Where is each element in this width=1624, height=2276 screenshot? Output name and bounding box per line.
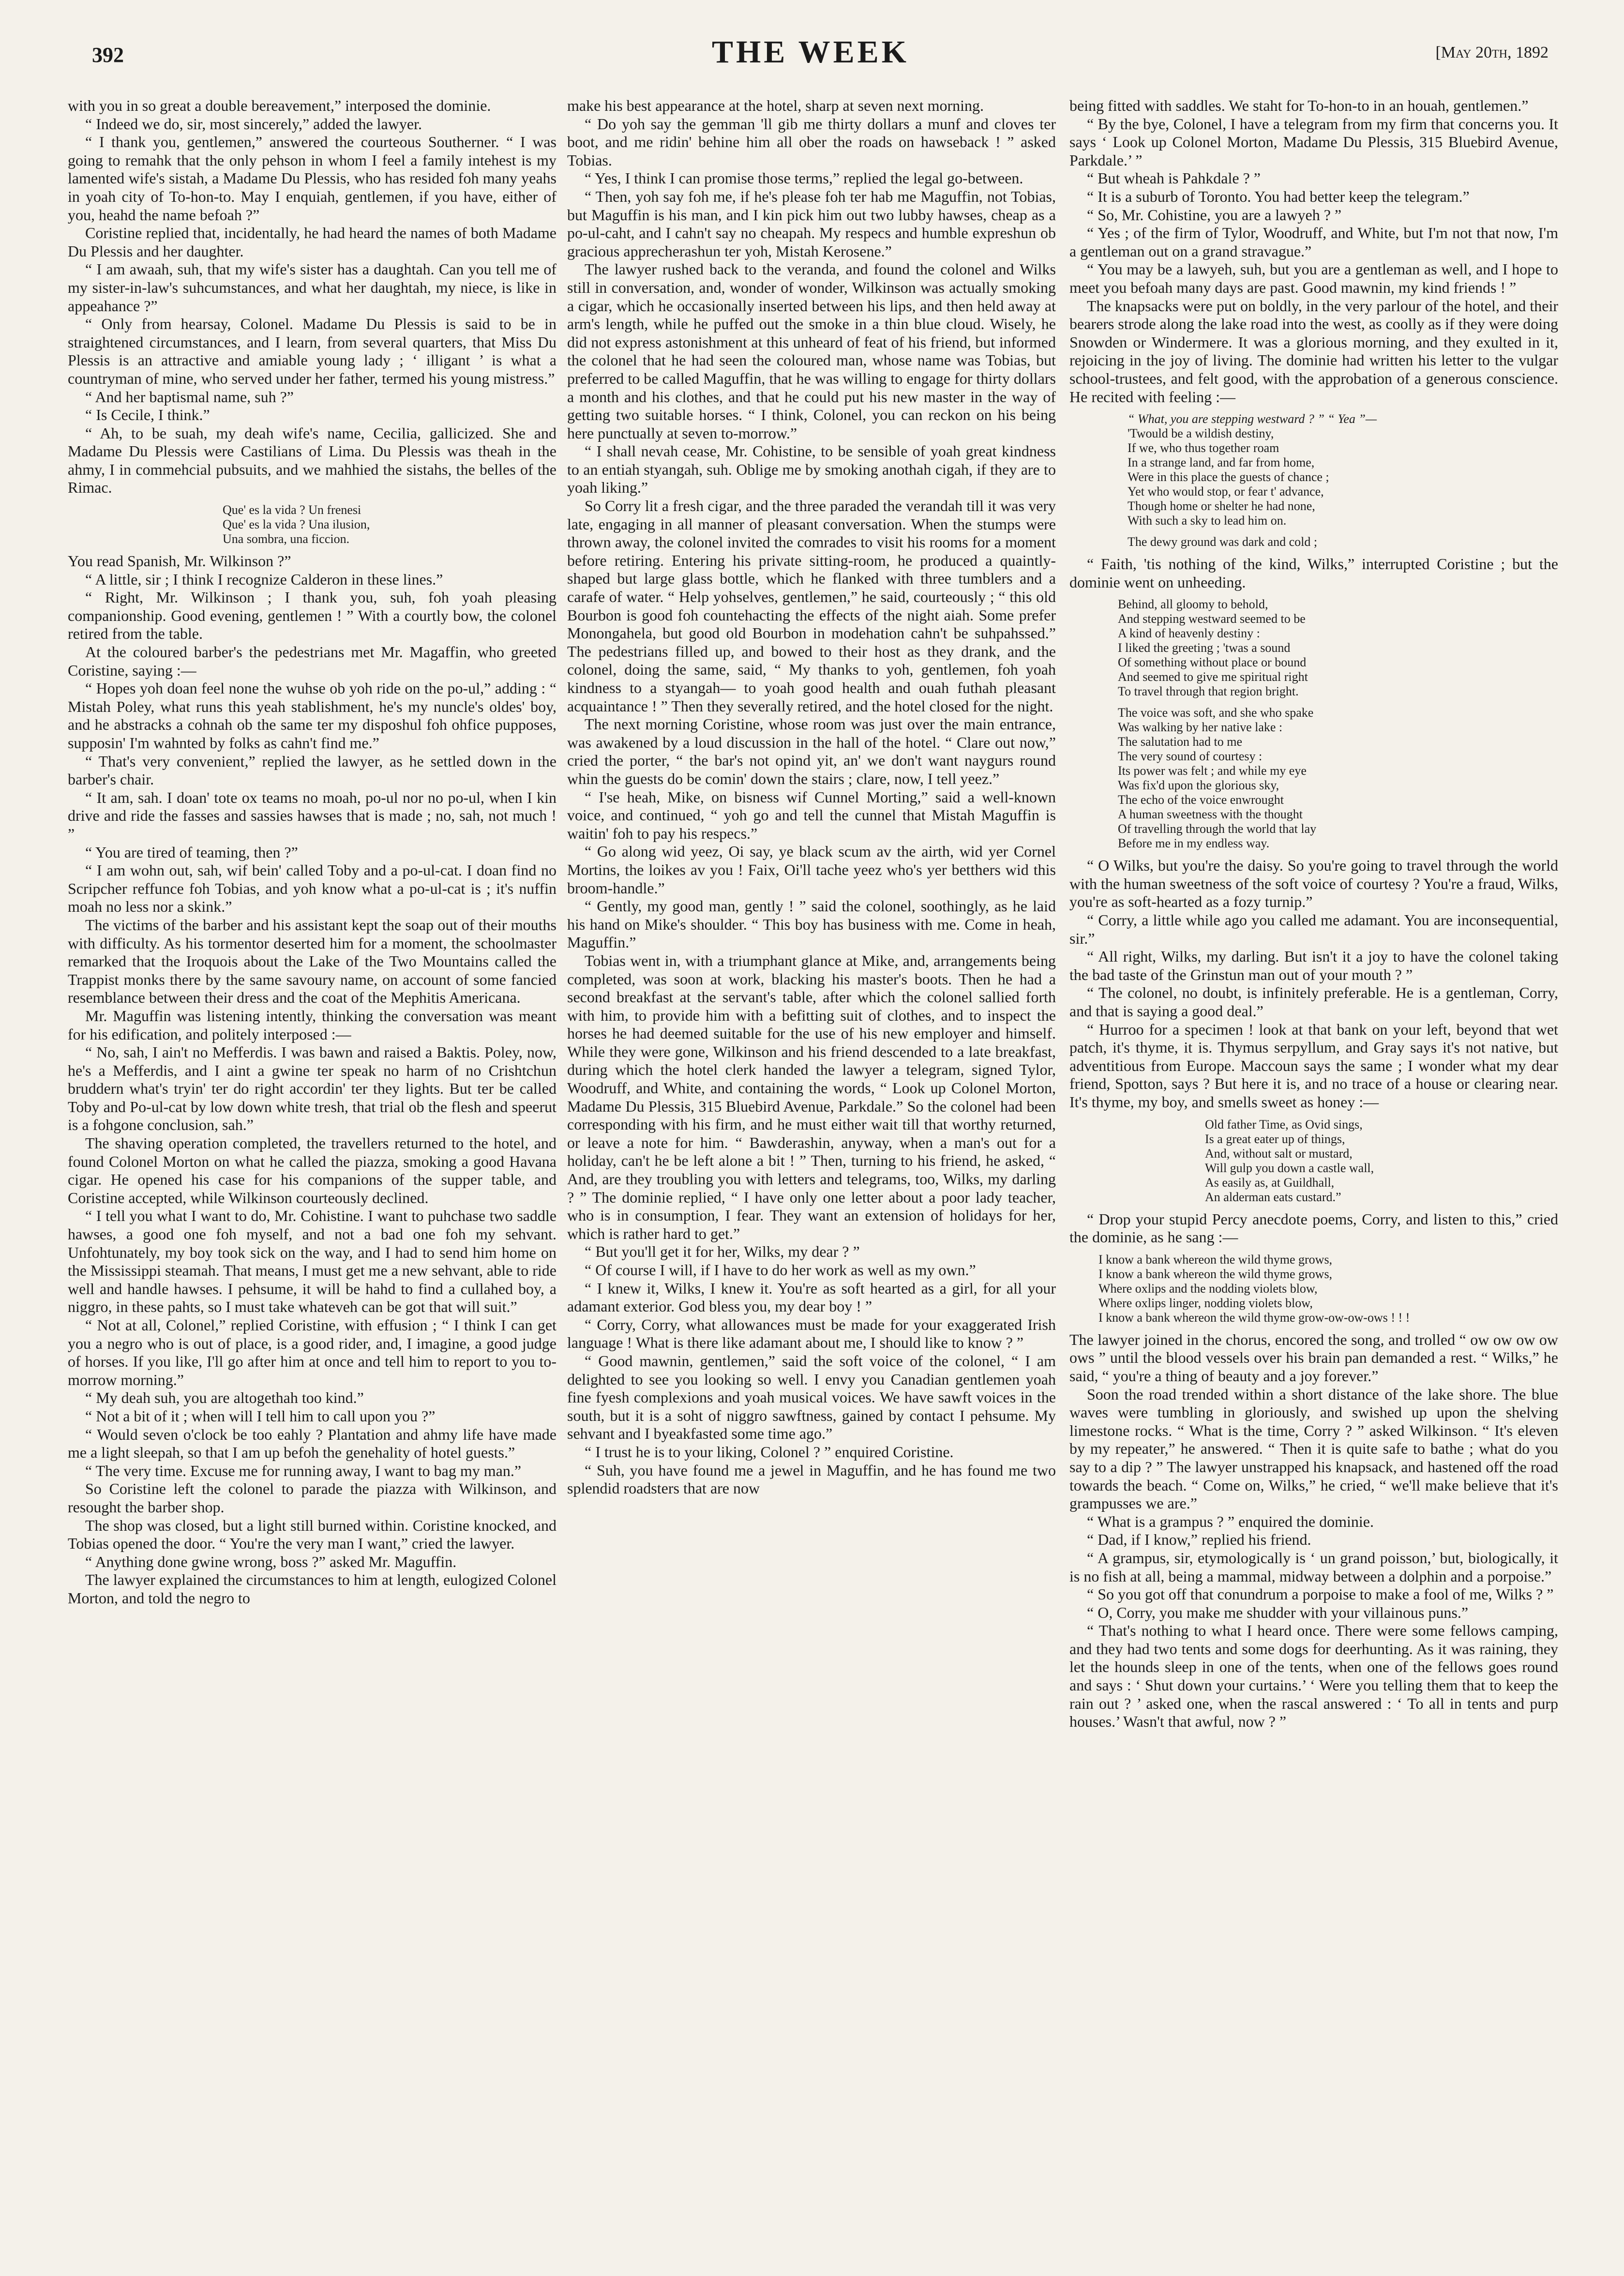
paragraph: “ Hurroo for a specimen ! look at that bank on your left, beyond that wet patch, it's thyme, it is. Thymus serpyllum, and Gray says it's not native, but adventitious from Europe. Maccoun says the same ; I wonder what my dear friend, Spotton, says ? But here it is, and no trace of a house or clearing near. It's thyme, my boy, and smells sweet as honey :— bbox=[1069, 1020, 1558, 1111]
spanish-verse bbox=[68, 503, 556, 546]
paragraph: “ O, Corry, you make me shudder with your villainous puns.” bbox=[1087, 1603, 1469, 1621]
paragraph: The knapsacks were put on boldly, in the very parlour of the hotel, and their bearers strode along the lake road into the west, as coolly as if they were doing Snowden or Windermere. It was a glorious morning, and they exulted in it, rejoicing in the joy of living. The dominie had written his letter to the vulgar school-trustees, and felt good, with the approbation of a generous conscience. He recited with feeling :— bbox=[1069, 297, 1558, 406]
paragraph: “ Hopes yoh doan feel none the wuhse ob yoh ride on the po-ul,” adding : “ Mistah Poley, what runs this yeah stablishment, he's my nuncle's oldes' boy, and he abstracks a cohnah ob the same ter my disposhul foh ohfice pupposes, supposin' I'm wahnted by folks as cahn't find me.” bbox=[68, 679, 556, 752]
verse-line: In a strange land, and far from home, bbox=[1128, 455, 1315, 470]
paragraph: Mr. Maguffin was listening intently, thinking the conversation was meant for his edification, and politely interposed :— bbox=[68, 1007, 556, 1043]
verse-line: And, without salt or mustard, bbox=[1205, 1146, 1353, 1161]
verse-line: “ What, you are stepping westward ? ” “ Yea ”— bbox=[1128, 412, 1377, 426]
verse-line: The dewy ground was dark and cold ; bbox=[1128, 535, 1318, 549]
verse-line: Will gulp you down a castle wall, bbox=[1205, 1161, 1374, 1175]
time-verse bbox=[1069, 1117, 1558, 1205]
wordsworth-verse-1 bbox=[1069, 412, 1558, 549]
paragraph: “ Anything done gwine wrong, boss ?” asked Mr. Maguffin. bbox=[85, 1553, 457, 1570]
paragraph: The next morning Coristine, whose room was just over the main entrance, was awakened by a loud discussion in the hall of the hotel. “ Clare out now,” cried the porter, “ the bar's not opind yit, an' we don't want naygurs round whin the guests do be comin' down the stairs ; clare, now, I tell yeez.” bbox=[567, 715, 1056, 787]
verse-line: Que' es la vida ? Un frenesi bbox=[223, 503, 361, 517]
verse-line: Yet who would stop, or fear t' advance, bbox=[1128, 484, 1324, 499]
verse-line: I know a bank whereon the wild thyme grow-ow-ow-ows ! ! ! bbox=[1098, 1310, 1410, 1325]
column-1 bbox=[68, 97, 556, 2226]
paragraph: make his best appearance at the hotel, sharp at seven next morning. bbox=[567, 97, 984, 114]
paragraph: “ All right, Wilks, my darling. But isn't it a joy to have the colonel taking the bad taste of the Grinstun man out of your mouth ? ” bbox=[1069, 948, 1558, 983]
verse-line: With such a sky to lead him on. bbox=[1128, 513, 1287, 528]
verse-line: I know a bank whereon the wild thyme grows, bbox=[1098, 1252, 1333, 1266]
paragraph: “ You may be a lawyeh, suh, but you are a gentleman as well, and I hope to meet you befoah many days are past. Good mawnin, my kind friends ! ” bbox=[1069, 260, 1558, 296]
verse-line: Of something without place or bound bbox=[1118, 655, 1307, 670]
paragraph: “ My deah suh, you are altogethah too kind.” bbox=[85, 1389, 364, 1407]
paragraph: “ Do yoh say the gemman 'll gib me thirty dollars a munf and cloves ter boot, and me ridin' behine him all ober the roads on hawseback ! ” asked Tobias. bbox=[567, 115, 1056, 169]
verse-line: Una sombra, una ficcion. bbox=[223, 532, 350, 546]
paragraph: “ What is a grampus ? ” enquired the dominie. bbox=[1087, 1512, 1374, 1530]
verse-line: Though home or shelter he had none, bbox=[1128, 499, 1315, 513]
paragraph: “ That's very convenient,” replied the lawyer, as he settled down in the barber's chair. bbox=[68, 752, 556, 788]
verse-line: An alderman eats custard.” bbox=[1205, 1190, 1341, 1204]
verse-line: Is a great eater up of things, bbox=[1205, 1131, 1345, 1146]
paragraph: being fitted with saddles. We staht for To-hon-to in an houah, gentlemen.” bbox=[1069, 97, 1529, 114]
verse-line: The salutation had to me bbox=[1118, 735, 1243, 749]
paragraph: “ Not a bit of it ; when will I tell him to call upon you ?” bbox=[85, 1407, 436, 1425]
paragraph: “ Yes, I think I can promise those terms,” replied the legal go-between. bbox=[585, 169, 1023, 187]
paragraph: So Corry lit a fresh cigar, and the three paraded the verandah till it was very late, engaging in all manner of pleasant conversation. When the stumps were thrown away, the colonel invited the comrades to visit his rooms for a moment before retiring. Entering his private sitting-room, he produced a quaintly-shaped but large glass bottle, which he flanked with three tumblers and a carafe of water. “ Help yohselves, gentlemen,” he said, courteously ; “ this old Bourbon is good foh countehacting the effects of the night aiah. Some prefer Monongahela, but good old Bourbon in modehation cahn't be suhpahssed.” The pedestrians filled up, and bowed to their host as they drank, and the colonel, doing the same, said, “ My thanks to yoh, gentlemen, foh yoah kindness to a styangah— to yoah good health and ouah futhah pleasant acquaintance ! ” Then they severally retired, and the hotel closed for the night. bbox=[567, 497, 1056, 715]
paragraph: “ Ah, to be suah, my deah wife's name, Cecilia, gallicized. She and Madame Du Plessis were Castilians of Lima. Du Plessis was theah in the ahmy, I in commehcial pubsuits, and we mahhied the sistahs, the belles of the Rimac. bbox=[68, 424, 556, 497]
paragraph: “ I tell you what I want to do, Mr. Cohistine. I want to puhchase two saddle hawses, a good one foh myself, and not a bad one foh my sehvant. Unfohtunately, my boy took sick on the way, and I had to send him home on the Mississippi steamah. That means, I must get me a new sehvant, able to ride well and handle hawses. I pehsume, it will be hahd to find a cullahed boy, a niggro, in these pahts, so I must take whateveh can be got that will suit.” bbox=[68, 1207, 556, 1316]
paragraph: “ Indeed we do, sir, most sincerely,” added the lawyer. bbox=[85, 115, 422, 133]
paragraph: “ The colonel, no doubt, is infinitely preferable. He is a gentleman, Corry, and that is saying a good deal.” bbox=[1069, 984, 1558, 1020]
paragraph: “ I knew it, Wilks, I knew it. You're as soft hearted as a girl, for all your adamant exterior. God bless you, my dear boy ! ” bbox=[567, 1279, 1056, 1315]
paragraph: “ The very time. Excuse me for running away, I want to bag my man.” bbox=[85, 1462, 522, 1479]
paragraph: “ You are tired of teaming, then ?” bbox=[85, 843, 298, 861]
paragraph: “ Yes ; of the firm of Tylor, Woodruff, and White, but I'm not that now, I'm a gentleman out on a grand stravague.” bbox=[1069, 224, 1558, 260]
paragraph: with you in so great a double bereavement,” interposed the dominie. bbox=[68, 97, 491, 114]
paragraph: “ Of course I will, if I have to do her work as well as my own.” bbox=[585, 1261, 976, 1279]
column-3 bbox=[1069, 97, 1558, 2226]
paragraph: “ A grampus, sir, etymologically is ‘ un grand poisson,’ but, biologically, it is no fish at all, being a mammal, midway between a dolphin and a porpoise.” bbox=[1069, 1549, 1558, 1585]
paragraph: “ Not at all, Colonel,” replied Coristine, with effusion ; “ I think I can get you a negro who is out of place, is a good rider, and, I imagine, a good judge of horses. If you like, I'll go after him at once and tell him to report to you to-morrow morning.” bbox=[68, 1316, 556, 1388]
verse-line: 'Twould be a wildish destiny, bbox=[1128, 426, 1274, 441]
paragraph: “ Corry, a little while ago you called me adamant. You are inconsequential, sir.” bbox=[1069, 911, 1558, 947]
verse-line: Behind, all gloomy to behold, bbox=[1118, 597, 1268, 612]
paragraph: “ Corry, Corry, what allowances must be made for your exaggerated Irish language ! What is there like adamant about me, I should like to know ? ” bbox=[567, 1315, 1056, 1352]
verse-line: As easily as, at Guildhall, bbox=[1205, 1175, 1335, 1190]
paragraph: “ I trust he is to your liking, Colonel ? ” enquired Coristine. bbox=[585, 1443, 954, 1461]
verse-line: The very sound of courtesy : bbox=[1118, 749, 1263, 764]
paragraph: “ Dad, if I know,” replied his friend. bbox=[1087, 1531, 1311, 1549]
paragraph: “ And her baptismal name, suh ?” bbox=[85, 388, 294, 406]
verse-line: A human sweetness with the thought bbox=[1118, 807, 1303, 822]
paragraph: “ I'se heah, Mike, on bisness wif Cunnel Morting,” said a well-known voice, and continued, “ yoh go and tell the cunnel that Mistah Maguffin is waitin' foh to pay his respecs.” bbox=[567, 788, 1056, 842]
paragraph: The lawyer joined in the chorus, encored the song, and trolled “ ow ow ow ow ows ” until the blood vessels over his brain pan demanded a rest. “ Wilks,” he said, “ you're a thing of beauty and a joy forever.” bbox=[1069, 1330, 1558, 1385]
paragraph: Coristine replied that, incidentally, he had heard the names of both Madame Du Plessis and her daughter. bbox=[68, 224, 556, 260]
verse-line: Before me in my endless way. bbox=[1118, 836, 1270, 851]
paragraph: “ By the bye, Colonel, I have a telegram from my firm that concerns you. It says ‘ Look up Colonel Morton, Madame Du Plessis, 315 Bluebird Avenue, Parkdale.’ ” bbox=[1069, 115, 1558, 169]
verse-line: Was fix'd upon the glorious sky, bbox=[1118, 778, 1279, 793]
verse-line: Its power was felt ; and while my eye bbox=[1118, 764, 1307, 778]
paragraph: “ A little, sir ; I think I recognize Calderon in these lines.” bbox=[85, 570, 443, 588]
paragraph: The lawyer rushed back to the veranda, and found the colonel and Wilks still in conversation, and, wonder of wonder, Wilkinson was actually smoking a cigar, which he occasionally inserted between his lips, and then held away at arm's length, while he puffed out the smoke in a thin blue cloud. Wisely, he did not express astonishment at this unheard of feat of his friend, but informed the colonel that he had seen the coloured man, whose name was Tobias, but preferred to be called Maguffin, that he was willing to engage for thirty dollars a month and his clothes, and that he could put his new master in the way of getting two suitable horses. “ I think, Colonel, you can reckon on his being here punctually at seven to-morrow.” bbox=[567, 260, 1056, 442]
paragraph: “ Gently, my good man, gently ! ” said the colonel, soothingly, as he laid his hand on Mike's shoulder. “ This boy has business with me. Come in heah, Maguffin.” bbox=[567, 897, 1056, 951]
periodical-title: THE WEEK bbox=[711, 34, 910, 70]
paragraph: “ But wheah is Pahkdale ? ” bbox=[1087, 169, 1261, 187]
verse-line: I know a bank whereon the wild thyme grows, bbox=[1098, 1266, 1333, 1281]
paragraph: “ I am awaah, suh, that my wife's sister has a daughtah. Can you tell me of my sister-in-law's suhcumstances, and what her daughtah, my niece, is like in appeahance ?” bbox=[68, 260, 556, 315]
paragraph: “ I am wohn out, sah, wif bein' called Toby and a po-ul-cat. I doan find no Scripcher reffunce foh Tobias, and yoh know what a po-ul-cat is ; it's nuffin moah no less nor a skink.” bbox=[68, 861, 556, 916]
paragraph: “ But you'll get it for her, Wilks, my dear ? ” bbox=[585, 1243, 860, 1261]
verse-line: Were in this place the guests of chance ; bbox=[1128, 470, 1329, 484]
verse-line: And seemed to give me spiritual right bbox=[1118, 670, 1308, 684]
paragraph: “ Right, Mr. Wilkinson ; I thank you, suh, foh yoah pleasing companionship. Good evening, gentlemen ! ” With a courtly bow, the colonel retired from the table. bbox=[68, 588, 556, 643]
paragraph: “ Faith, 'tis nothing of the kind, Wilks,” interrupted Coristine ; but the dominie went on unheeding. bbox=[1069, 555, 1558, 591]
paragraph: “ I thank you, gentlemen,” answered the courteous Southerner. “ I was going to remahk that the only pehson in whom I feel a family intehest is my lamented wife's sistah, a Madame Du Plessis, who has resided foh many yeahs in yoah city of To-hon-to. May I enquiah, gentlemen, if you have, either of you, heahd the name befoah ?” bbox=[68, 133, 556, 224]
verse-line: Of travelling through the world that lay bbox=[1118, 822, 1317, 836]
paragraph: Soon the road trended within a short distance of the lake shore. The blue waves were tumbling in gloriously, and swished up upon the shelving limestone rocks. “ What is the time, Corry ? ” asked Wilkinson. “ It's eleven by my repeater,” he answered. “ Then it is quite safe to bathe ; what do you say to a dip ? ” The lawyer unstrapped his knapsack, and hastened off the road towards the beach. “ Come on, Wilks,” he cried, “ we'll make believe that it's grampusses we are.” bbox=[1069, 1385, 1558, 1512]
paragraph: “ So, Mr. Cohistine, you are a lawyeh ? ” bbox=[1087, 206, 1342, 224]
paragraph: The shop was closed, but a light still burned within. Coristine knocked, and Tobias opened the door. “ You're the very man I want,” cried the lawyer. bbox=[68, 1516, 556, 1553]
paragraph: “ Then, yoh say foh me, if he's please foh ter hab me Maguffin, not Tobias, but Maguffin is his man, and I kin pick him out two lubby hawses, cheap as a po-ul-caht, and I cahn't say no cheapah. My respecs and humble expreshun ob gracious apprecherashun ter yoh, Mistah Kerosene.” bbox=[567, 187, 1056, 260]
verse-line: If we, who thus together roam bbox=[1128, 441, 1279, 455]
paragraph: “ Suh, you have found me a jewel in Maguffin, and he has found me two splendid roadsters that are now bbox=[567, 1461, 1056, 1497]
song-verse bbox=[1069, 1252, 1558, 1325]
paragraph: “ Good mawnin, gentlemen,” said the soft voice of the colonel, “ I am delighted to see you looking so well. I envy you Canadian gentlemen yoah fine fyesh complexions and yoah musical voices. We have sawft voices in the south, but it is a soht of niggro sawftness, gained by contact I pehsume. My sehvant and I byeakfasted some time ago.” bbox=[567, 1352, 1056, 1443]
verse-line: And stepping westward seemed to be bbox=[1118, 612, 1306, 626]
paragraph: The victims of the barber and his assistant kept the soap out of their mouths with difficulty. As his tormentor deserted him for a moment, the schoolmaster remarked that the Iroquois about the Lake of the Two Mountains called the Trappist monks there by the same savoury name, on account of some fancied resemblance between their dress and the coat of the Mephitis Americana. bbox=[68, 916, 556, 1007]
paragraph: Tobias went in, with a triumphant glance at Mike, and, arrangements being completed, was soon at work, blacking his master's boots. Then he had a second breakfast at the servant's table, after which the colonel sallied forth with him, to provide him with a befitting suit of clothes, and to inspect the horses he had deemed suitable for the use of his new employer and himself. While they were gone, Wilkinson and his friend descended to a late breakfast, during which the hotel clerk handed the lawyer a telegram, signed Tylor, Woodruff, and White, and containing the words, “ Look up Colonel Morton, Madame Du Plessis, 315 Bluebird Avenue, Parkdale.” So the colonel had been corresponding with his firm, and he must either wait till that worthy returned, or leave a note for him. “ Bawderashin, anyway, when a man's out for a holiday, can't he be left alone a bit ! ” Then, turning to his friend, he asked, “ And, are they troubling you with letters and telegrams, too, Wilks, my darling ? ” The dominie replied, “ I have only one letter about a poor lady teacher, who is in consumption, I fear. They want an extension of holidays for her, which is rather hard to get.” bbox=[567, 951, 1056, 1242]
verse-line: Where oxlips linger, nodding violets blow, bbox=[1098, 1296, 1313, 1310]
wordsworth-verse-2 bbox=[1069, 597, 1558, 851]
paragraph: “ No, sah, I ain't no Mefferdis. I was bawn and raised a Baktis. Poley, now, he's a Mefferdis, and I aint a gwine ter speak no harm of no Crishtchun bruddern what's tryin' ter do right accordin' ter they lights. But ter be called Toby and Po-ul-cat by low down white tresh, that trial ob the flesh and speerut is a fohgone conclusion, sah.” bbox=[68, 1043, 556, 1134]
verse-line: The echo of the voice enwrought bbox=[1118, 793, 1284, 807]
paragraph: The shaving operation completed, the travellers returned to the hotel, and found Colonel Morton on what he called the piazza, smoking a good Havana cigar. He opened his case for his companions of the supper table, and Coristine accepted, while Wilkinson courteously declined. bbox=[68, 1134, 556, 1206]
verse-line: The voice was soft, and she who spake bbox=[1118, 706, 1314, 720]
verse-line: A kind of heavenly destiny : bbox=[1118, 626, 1260, 641]
paragraph: At the coloured barber's the pedestrians met Mr. Magaffin, who greeted Coristine, saying :— bbox=[68, 643, 556, 679]
paragraph: “ I shall nevah cease, Mr. Cohistine, to be sensible of yoah great kindness to an entiah styangah, suh. Oblige me by smoking anothah cigah, if they are to yoah liking.” bbox=[567, 442, 1056, 497]
paragraph: You read Spanish, Mr. Wilkinson ?” bbox=[68, 552, 291, 570]
column-2 bbox=[567, 97, 1056, 2226]
verse-line: Where oxlips and the nodding violets blow, bbox=[1098, 1281, 1318, 1296]
verse-line: Que' es la vida ? Una ilusion, bbox=[223, 517, 370, 532]
paragraph: “ Only from hearsay, Colonel. Madame Du Plessis is said to be in straightened circumstances, and I learn, from several quarters, that Miss Du Plessis is an attractive and amiable young lady ; ‘ illigant ’ is what a countryman of mine, who served under her father, termed his young mistress.” bbox=[68, 315, 556, 387]
verse-line: Old father Time, as Ovid sings, bbox=[1205, 1117, 1363, 1131]
verse-line: Was walking by her native lake : bbox=[1118, 720, 1283, 735]
paragraph: “ It is a suburb of Toronto. You had better keep the telegram.” bbox=[1087, 187, 1470, 205]
verse-line: To travel through that region bright. bbox=[1118, 684, 1299, 699]
paragraph: “ O Wilks, but you're the daisy. So you're going to travel through the world with the human sweetness of the soft voice of courtesy ? You're a fraud, Wilks, you're as soft-hearted as a fozy turnip.” bbox=[1069, 857, 1558, 911]
page-number: 392 bbox=[92, 43, 124, 67]
paragraph: “ It am, sah. I doan' tote ox teams no moah, po-ul nor no po-ul, when I kin drive and ride the fasses and sassies hawses that is made ; no, sah, not much ! ” bbox=[68, 788, 556, 843]
paragraph: “ Is Cecile, I think.” bbox=[85, 406, 210, 424]
paragraph: “ Would seven o'clock be too eahly ? Plantation and ahmy life have made me a light sleepah, so that I am up befoh the genehality of hotel guests.” bbox=[68, 1425, 556, 1462]
paragraph: “ So you got off that conundrum a porpoise to make a fool of me, Wilks ? ” bbox=[1087, 1585, 1554, 1603]
verse-line: I liked the greeting ; 'twas a sound bbox=[1118, 641, 1291, 655]
paragraph: “ Go along wid yeez, Oi say, ye black scum av the airth, wid yer Cornel Mortins, the loikes av you ! Faix, Oi'll tache yeez who's yer betthers wid this broom-handle.” bbox=[567, 843, 1056, 897]
paragraph: The lawyer explained the circumstances to him at length, eulogized Colonel Morton, and told the negro to bbox=[68, 1571, 556, 1607]
issue-date: [May 20th, 1892 bbox=[1435, 44, 1549, 61]
page-header bbox=[73, 29, 1549, 92]
paragraph: So Coristine left the colonel to parade the piazza with Wilkinson, and resought the barber shop. bbox=[68, 1480, 556, 1516]
paragraph: “ That's nothing to what I heard once. There were some fellows camping, and they had two tents and some dogs for deerhunting. As it was raining, they let the hounds sleep in one of the tents, when one of the fellows goes round and says : ‘ Shut down your curtains.’ ‘ Were you telling them that to keep the rain out ? ’ asked one, when the rascal answered : ‘ To all in tents and purp houses.’ Wasn't that awful, now ? ” bbox=[1069, 1622, 1558, 1731]
paragraph: “ Drop your stupid Percy anecdote poems, Corry, and listen to this,” cried the dominie, as he sang :— bbox=[1069, 1210, 1558, 1246]
